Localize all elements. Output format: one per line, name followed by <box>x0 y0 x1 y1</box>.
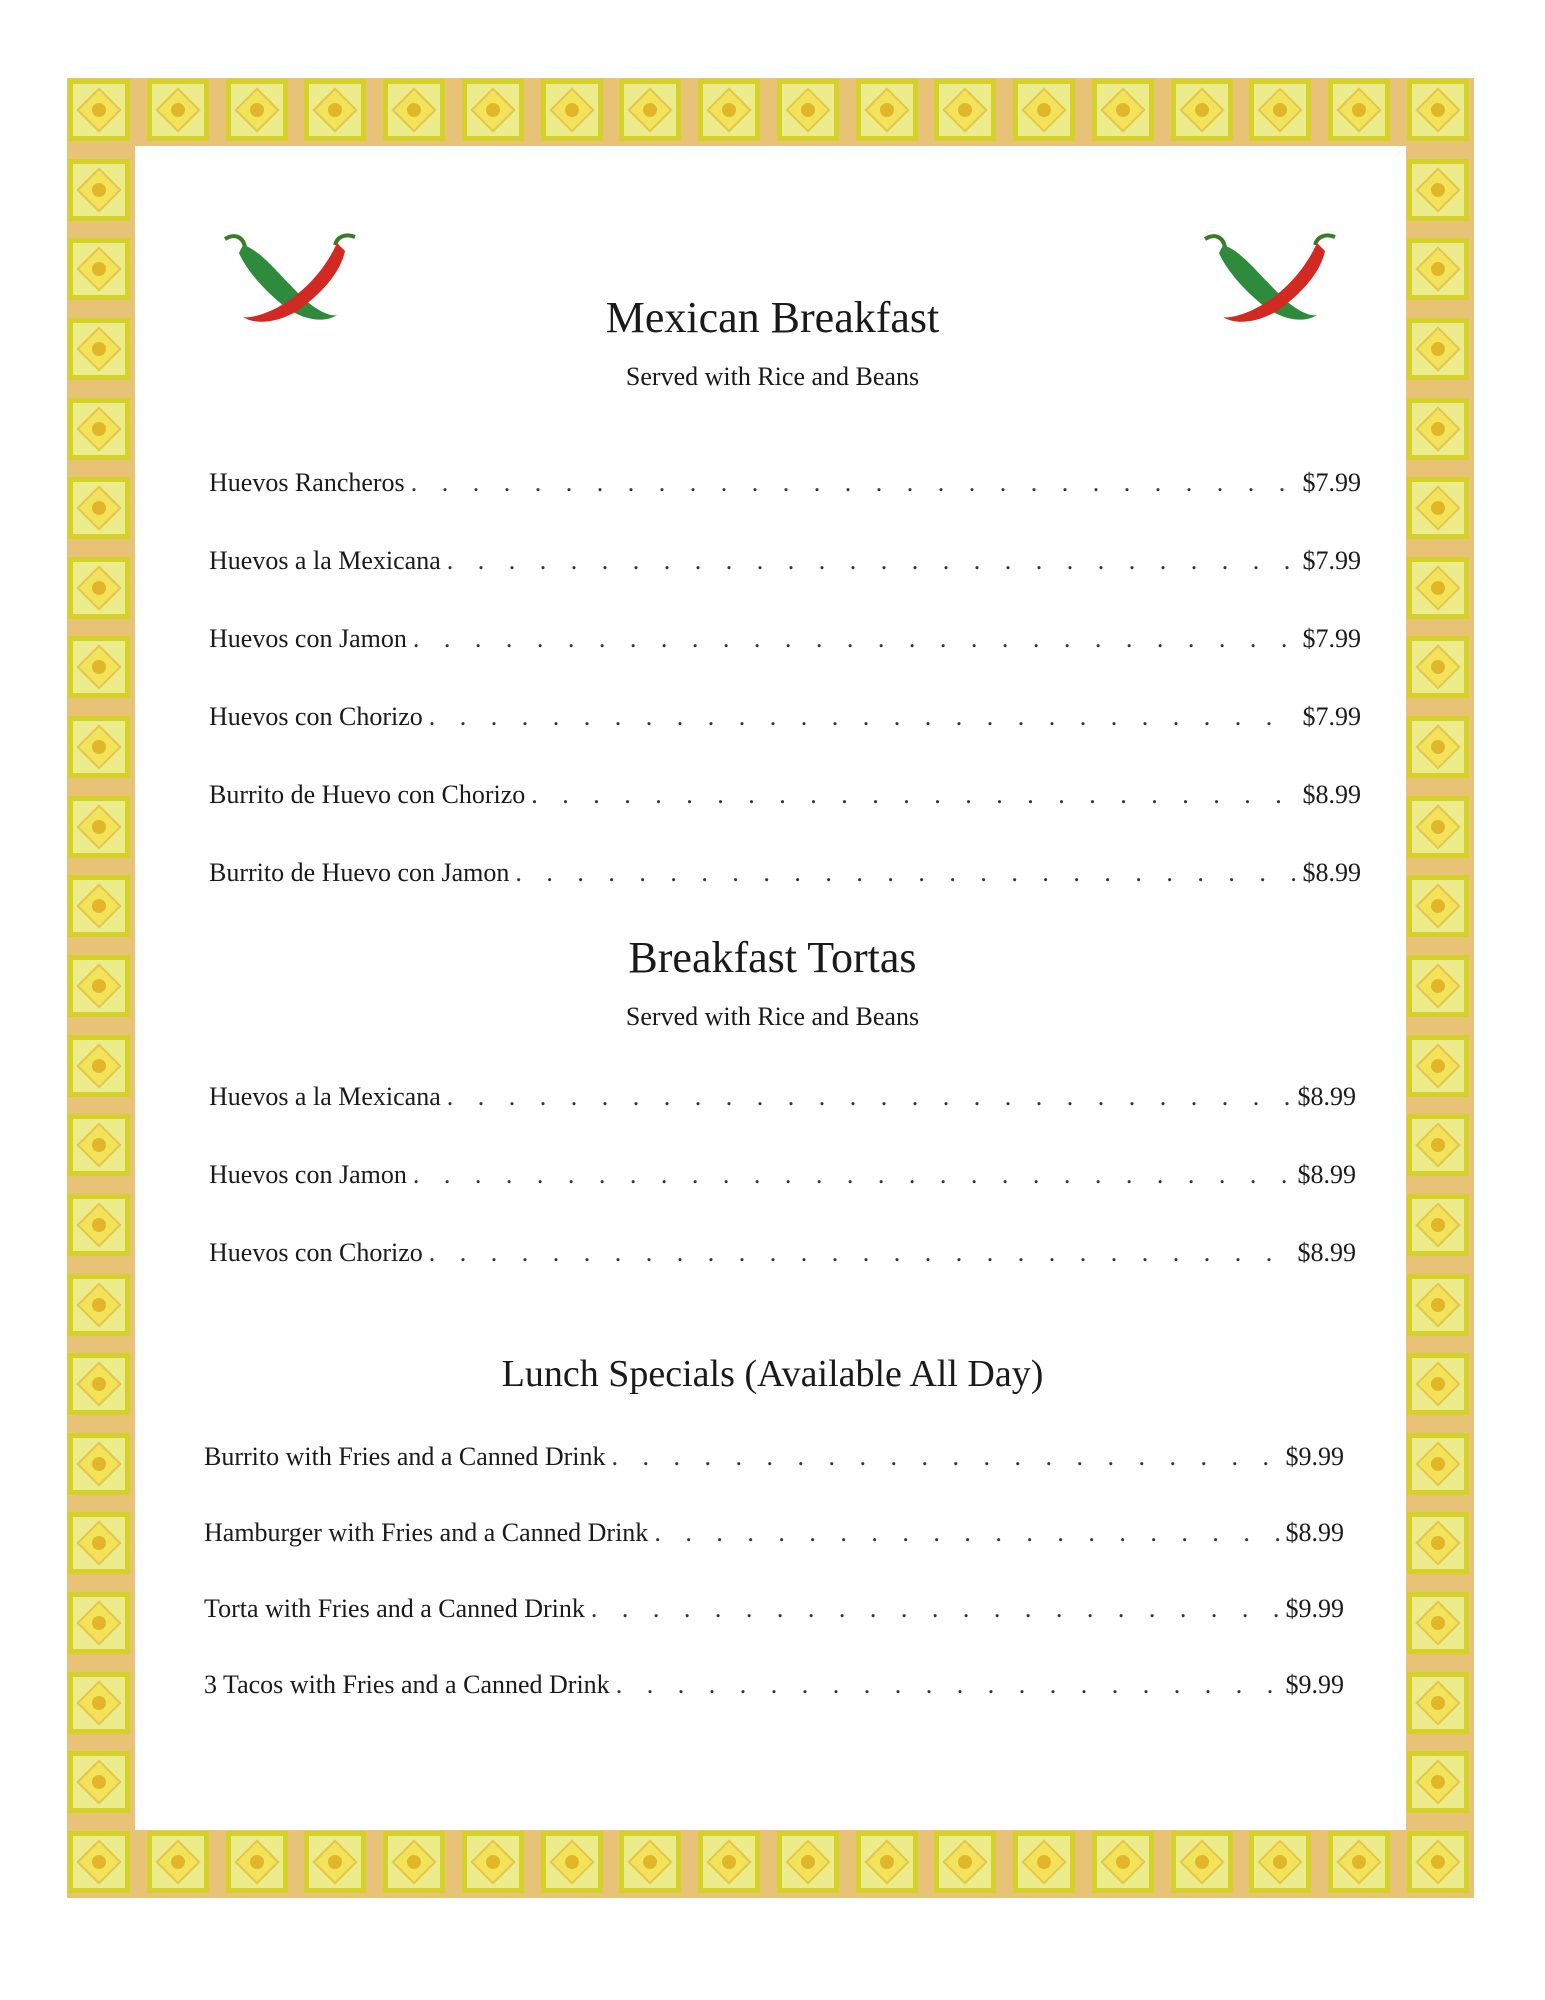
border-tile <box>68 1592 130 1654</box>
item-name: 3 Tacos with Fries and a Canned Drink <box>204 1670 610 1699</box>
border-tile <box>1328 79 1390 141</box>
border-tile <box>68 1751 130 1813</box>
item-name: Huevos con Jamon <box>209 1160 407 1189</box>
item-price: $8.99 <box>1297 1238 1356 1267</box>
border-tile <box>68 159 130 221</box>
border-tile <box>1407 238 1469 300</box>
item-name: Huevos con Chorizo <box>209 702 423 731</box>
item-price: $7.99 <box>1302 546 1361 575</box>
item-name: Huevos a la Mexicana <box>209 1082 441 1111</box>
menu-item <box>209 546 1361 576</box>
dot-leader <box>429 1238 1292 1268</box>
item-price: $7.99 <box>1302 624 1361 653</box>
item-price: $8.99 <box>1302 780 1361 809</box>
border-tile <box>1092 79 1154 141</box>
border-tile <box>1328 1831 1390 1893</box>
border-tile <box>1407 1433 1469 1495</box>
border-tile <box>1407 1274 1469 1336</box>
border-tile <box>856 79 918 141</box>
border-tile <box>1407 1512 1469 1574</box>
dot-leader <box>531 780 1296 810</box>
item-price: $9.99 <box>1285 1442 1344 1471</box>
border-tile <box>1407 1114 1469 1176</box>
border-tile <box>68 1274 130 1336</box>
border-tile <box>777 1831 839 1893</box>
border-tile <box>147 79 209 141</box>
section-title: Mexican Breakfast <box>605 293 940 342</box>
border-tile <box>1171 79 1233 141</box>
border-tile <box>1013 1831 1075 1893</box>
border-tile <box>68 1831 130 1893</box>
menu-item <box>209 468 1361 498</box>
border-tile <box>856 1831 918 1893</box>
border-tile <box>934 79 996 141</box>
border-tile <box>1407 557 1469 619</box>
item-name: Burrito with Fries and a Canned Drink <box>204 1442 606 1471</box>
border-tile <box>1013 79 1075 141</box>
item-price: $9.99 <box>1285 1670 1344 1699</box>
dot-leader <box>654 1518 1279 1548</box>
menu-item <box>209 624 1361 654</box>
border-tile <box>1407 1194 1469 1256</box>
border-tile <box>68 238 130 300</box>
item-price: $7.99 <box>1302 468 1361 497</box>
menu-item <box>209 702 1361 732</box>
border-tile <box>68 557 130 619</box>
section-subtitle: Served with Rice and Beans <box>625 362 920 391</box>
border-tile <box>934 1831 996 1893</box>
border-tile <box>541 1831 603 1893</box>
border-tile <box>1407 398 1469 460</box>
border-tile <box>698 1831 760 1893</box>
border-tile <box>1407 79 1469 141</box>
border-tile <box>1407 1751 1469 1813</box>
menu-item <box>204 1518 1344 1548</box>
border-tile <box>383 1831 445 1893</box>
dot-leader <box>447 1082 1292 1112</box>
menu-item <box>204 1594 1344 1624</box>
item-name: Huevos a la Mexicana <box>209 546 441 575</box>
border-tile <box>1407 636 1469 698</box>
menu-item <box>209 1160 1356 1190</box>
border-tile <box>68 796 130 858</box>
menu-item <box>204 1442 1344 1472</box>
border-tile <box>1407 159 1469 221</box>
section-subtitle: Served with Rice and Beans <box>625 1002 920 1031</box>
border-tile <box>68 1035 130 1097</box>
border-tile <box>68 1512 130 1574</box>
menu-item <box>209 1082 1356 1112</box>
item-name: Hamburger with Fries and a Canned Drink <box>204 1518 649 1547</box>
border-tile <box>1407 1592 1469 1654</box>
dot-leader <box>616 1670 1280 1700</box>
item-price: $8.99 <box>1297 1082 1356 1111</box>
border-tile <box>68 79 130 141</box>
border-tile <box>68 716 130 778</box>
border-tile <box>304 1831 366 1893</box>
border-tile <box>68 477 130 539</box>
border-tile <box>541 79 603 141</box>
border-tile <box>1171 1831 1233 1893</box>
border-tile <box>1407 1035 1469 1097</box>
item-price: $8.99 <box>1302 858 1361 887</box>
border-tile <box>1407 875 1469 937</box>
dot-leader <box>429 702 1297 732</box>
border-tile <box>68 1433 130 1495</box>
dot-leader <box>447 546 1297 576</box>
border-tile <box>1092 1831 1154 1893</box>
border-tile <box>1407 1831 1469 1893</box>
border-tile <box>147 1831 209 1893</box>
border-tile <box>1249 79 1311 141</box>
menu-item <box>209 858 1361 888</box>
border-tile <box>68 875 130 937</box>
border-tile <box>619 1831 681 1893</box>
dot-leader <box>515 858 1296 888</box>
border-tile <box>68 636 130 698</box>
menu-item <box>209 780 1361 810</box>
item-name: Huevos con Jamon <box>209 624 407 653</box>
item-price: $9.99 <box>1285 1594 1344 1623</box>
menu-item <box>204 1670 1344 1700</box>
item-price: $8.99 <box>1285 1518 1344 1547</box>
dot-leader <box>591 1594 1280 1624</box>
item-name: Huevos con Chorizo <box>209 1238 423 1267</box>
border-tile <box>1407 1672 1469 1734</box>
border-tile <box>68 398 130 460</box>
dot-leader <box>612 1442 1280 1472</box>
border-tile <box>68 1672 130 1734</box>
border-tile <box>226 79 288 141</box>
border-tile <box>462 79 524 141</box>
border-tile <box>462 1831 524 1893</box>
border-tile <box>68 1194 130 1256</box>
border-tile <box>777 79 839 141</box>
border-tile <box>1407 716 1469 778</box>
border-tile <box>619 79 681 141</box>
dot-leader <box>413 1160 1292 1190</box>
border-tile <box>1249 1831 1311 1893</box>
dot-leader <box>411 468 1297 498</box>
section-title: Lunch Specials (Available All Day) <box>501 1353 1044 1395</box>
item-name: Huevos Rancheros <box>209 468 405 497</box>
item-name: Burrito de Huevo con Jamon <box>209 858 510 887</box>
menu-item <box>209 1238 1356 1268</box>
border-tile <box>1407 477 1469 539</box>
item-price: $8.99 <box>1297 1160 1356 1189</box>
dot-leader <box>413 624 1297 654</box>
item-price: $7.99 <box>1302 702 1361 731</box>
border-tile <box>698 79 760 141</box>
item-name: Burrito de Huevo con Chorizo <box>209 780 526 809</box>
border-tile <box>383 79 445 141</box>
border-tile <box>226 1831 288 1893</box>
border-tile <box>68 1114 130 1176</box>
border-tile <box>1407 796 1469 858</box>
border-tile <box>304 79 366 141</box>
item-name: Torta with Fries and a Canned Drink <box>204 1594 585 1623</box>
section-title: Breakfast Tortas <box>628 933 917 982</box>
